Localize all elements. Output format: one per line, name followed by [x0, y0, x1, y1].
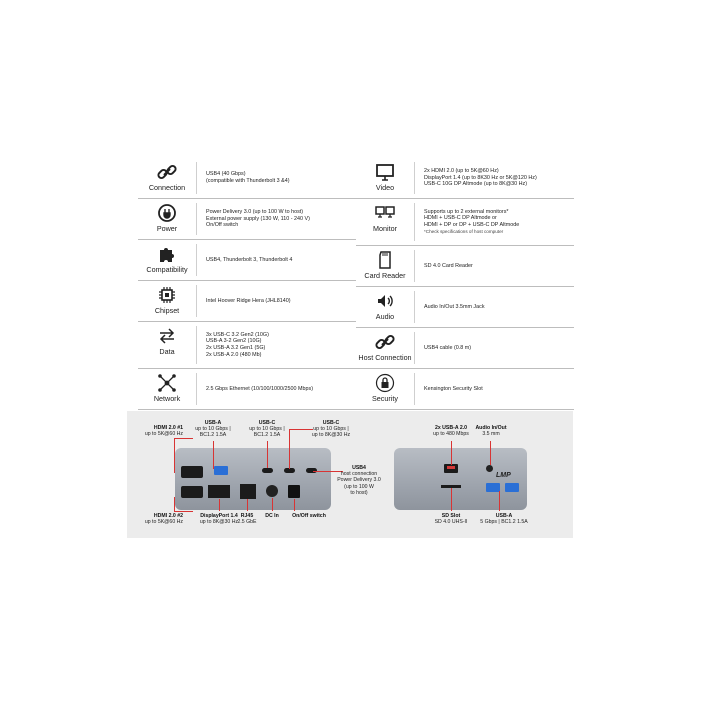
callout-usb4: USB4 host connection Power Delivery 3.0 (up to 100 W to host) — [337, 465, 381, 496]
spec-value-line: 2x USB-A 2.0 (480 Mb) — [206, 351, 262, 358]
spec-icon-cell — [356, 369, 414, 409]
callout-line-sd — [451, 488, 452, 511]
spec-value-cell — [424, 246, 574, 286]
spec-divider — [196, 244, 197, 276]
callout-line-hdmi2 — [174, 497, 193, 512]
spec-value-line: SD 4.0 Card Reader — [424, 262, 473, 269]
callout-line-rj45 — [247, 499, 248, 511]
callout-line-usba-bottom — [499, 491, 500, 511]
dc-in-port — [266, 485, 278, 497]
callout-usb-c-1: USB-C up to 10 Gbps | BC1.2 1.5A — [249, 420, 285, 439]
spec-table — [138, 158, 574, 402]
spec-value-cell — [424, 287, 574, 327]
spec-row-data — [138, 322, 356, 369]
callout-line-dp — [219, 499, 220, 511]
audio-jack — [486, 465, 493, 472]
callout-line-usbc1 — [267, 441, 268, 468]
device-photo-panel — [127, 411, 573, 538]
callout-hdmi2: HDMI 2.0 #2 up to 5K@60 Hz — [144, 513, 183, 526]
spec-value-line: 2x USB-A 3.2 Gen1 (5G) — [206, 345, 266, 351]
data-arrows-icon — [157, 326, 177, 346]
monitor-icon — [375, 162, 395, 182]
spec-value-cell — [424, 369, 574, 409]
spec-row-card-reader — [356, 246, 574, 287]
spec-value-line: Intel Hoover Ridge Hera (JHL8140) — [206, 297, 291, 304]
spec-label: Compatibility — [146, 265, 188, 274]
spec-divider — [196, 162, 197, 194]
spec-value-line: USB-A 3-2 Gen2 (10G) — [206, 338, 262, 345]
usb-a-port-front-2 — [505, 483, 519, 492]
lock-icon — [375, 373, 395, 393]
dock-front-view — [394, 448, 527, 510]
spec-divider — [414, 291, 415, 323]
spec-label: Card Reader — [364, 271, 406, 280]
spec-value-line: USB4, Thunderbolt 3, Thunderbolt 4 — [206, 256, 293, 263]
spec-value-line: Power Delivery 3.0 (up to 100 W to host) — [206, 209, 304, 216]
spec-label: Video — [375, 183, 395, 192]
callout-hdmi1: HDMI 2.0 #1 up to 5K@60 Hz — [144, 425, 183, 438]
spec-row-compatibility — [138, 240, 356, 281]
chip-icon — [157, 285, 177, 305]
dual-monitor-icon — [375, 203, 395, 223]
sd-card-icon — [375, 250, 395, 270]
usb-c-port-1 — [262, 468, 273, 473]
callout-line-usb20 — [451, 441, 452, 465]
spec-divider — [414, 203, 415, 241]
spec-value-cell — [206, 281, 356, 321]
spec-label: Chipset — [154, 306, 180, 315]
spec-value-line: External power supply (130 W, 110 - 240 V) — [206, 215, 310, 222]
spec-value-cell — [424, 158, 574, 198]
spec-icon-cell — [138, 158, 196, 198]
link-icon — [157, 162, 177, 182]
spec-label: Power — [156, 224, 178, 233]
spec-label: Host Connection — [358, 353, 412, 362]
spec-column-left — [138, 158, 356, 410]
spec-value-cell — [424, 328, 574, 368]
spec-footnote: *Check specifications of host computer — [424, 228, 504, 234]
spec-value-line: HDMI + USB-C DP Altmode or — [424, 215, 497, 222]
callout-dc-in: DC In — [265, 513, 279, 519]
network-icon — [157, 373, 177, 393]
callout-line-switch — [294, 499, 295, 511]
rj45-port — [240, 484, 256, 499]
puzzle-icon — [157, 244, 177, 264]
spec-label: Network — [153, 394, 181, 403]
spec-label: Monitor — [373, 224, 397, 233]
callout-audio: Audio In/Out 3.5 mm — [475, 425, 507, 438]
spec-label: Audio — [375, 312, 395, 321]
usb-a-port — [214, 466, 228, 475]
spec-value-line: Audio In/Out 3.5mm Jack — [424, 303, 485, 310]
callout-line-dcin — [272, 498, 273, 511]
link-icon — [375, 332, 395, 352]
callout-usb-a-2-0: 2x USB-A 2.0 up to 480 Mbps — [433, 425, 469, 438]
spec-value-cell — [206, 369, 356, 409]
power-plug-icon — [157, 203, 177, 223]
spec-icon-cell — [356, 246, 414, 286]
speaker-icon — [375, 291, 395, 311]
callout-usb-a-top: USB-A up to 10 Gbps | BC1.2 1.5A — [195, 420, 231, 439]
spec-icon-cell — [356, 158, 414, 198]
spec-icon-cell — [356, 287, 414, 327]
spec-value-cell — [206, 322, 356, 368]
spec-label: Security — [372, 394, 398, 403]
spec-divider — [196, 285, 197, 317]
spec-row-video — [356, 158, 574, 199]
spec-divider — [414, 373, 415, 405]
callout-rj45: RJ45 2.5 GbE — [237, 513, 257, 526]
callout-on-off-switch: On/Off switch — [292, 513, 326, 519]
spec-value-line: 3x USB-C 3.2 Gen2 (10G) — [206, 331, 269, 338]
spec-icon-cell — [356, 199, 414, 245]
usb-a-port-front — [486, 483, 500, 492]
spec-value-line: USB-C 10G DP Altmode (up to 8K@30 Hz) — [424, 181, 528, 188]
spec-row-chipset — [138, 281, 356, 322]
callout-line-usba — [213, 441, 214, 469]
spec-icon-cell — [138, 199, 196, 239]
spec-icon-cell — [138, 369, 196, 409]
spec-row-monitor — [356, 199, 574, 246]
spec-icon-cell — [138, 281, 196, 321]
displayport — [208, 485, 230, 498]
spec-value-line: 2.5 Gbps Ethernet (10/100/1000/2500 Mbps) — [206, 385, 313, 392]
spec-icon-cell — [356, 328, 414, 368]
usb-a-2-0-tongue — [447, 466, 455, 469]
spec-value-cell — [424, 199, 574, 245]
spec-value-line: (compatible with Thunderbolt 3 &4) — [206, 178, 290, 184]
spec-value-line: USB4 (40 Gbps) — [206, 171, 246, 178]
spec-value-cell — [206, 158, 356, 198]
spec-row-power — [138, 199, 356, 240]
spec-value-cell — [206, 199, 356, 239]
spec-row-audio — [356, 287, 574, 328]
spec-divider — [196, 326, 197, 364]
spec-value-line: Kensington Security Slot — [424, 385, 483, 392]
spec-divider — [414, 332, 415, 364]
spec-value-cell — [206, 240, 356, 280]
callout-line-audio — [490, 441, 491, 465]
spec-value-line: USB4 cable (0.8 m) — [424, 344, 472, 351]
callout-usb-c-2: USB-C up to 10 Gbps | up to 8K@30 Hz — [311, 420, 351, 439]
spec-divider — [196, 373, 197, 405]
brand-logo: LMP — [496, 472, 511, 479]
callout-displayport: DisplayPort 1.4 up to 8K@30 Hz — [199, 513, 239, 526]
spec-row-connection — [138, 158, 356, 199]
spec-label: Data — [159, 347, 175, 356]
spec-column-right — [356, 158, 574, 410]
callout-line-hdmi1 — [174, 438, 193, 473]
spec-icon-cell — [138, 240, 196, 280]
spec-value-line: DisplayPort 1.4 (up to 8K30 Hz or 5K@120 Hz) — [424, 174, 537, 181]
spec-divider — [196, 203, 197, 235]
power-switch — [288, 485, 300, 498]
spec-value-line: HDMI + DP or DP + USB-C DP Altmode — [424, 222, 520, 228]
spec-row-security — [356, 369, 574, 410]
spec-value-line: On/Off switch — [206, 222, 239, 229]
spec-label: Connection — [148, 183, 186, 192]
spec-row-network — [138, 369, 356, 410]
callout-usb-a-bottom: USB-A 5 Gbps | BC1.2 1.5A — [480, 513, 528, 526]
spec-value-line: Supports up to 2 external monitors* — [424, 208, 509, 215]
spec-divider — [414, 162, 415, 194]
spec-value-line: 2x HDMI 2.0 (up to 5K@60 Hz) — [424, 168, 499, 175]
spec-row-host-connection — [356, 328, 574, 369]
spec-icon-cell — [138, 322, 196, 368]
callout-sd-slot: SD Slot SD 4.0 UHS-II — [434, 513, 468, 526]
spec-divider — [414, 250, 415, 282]
